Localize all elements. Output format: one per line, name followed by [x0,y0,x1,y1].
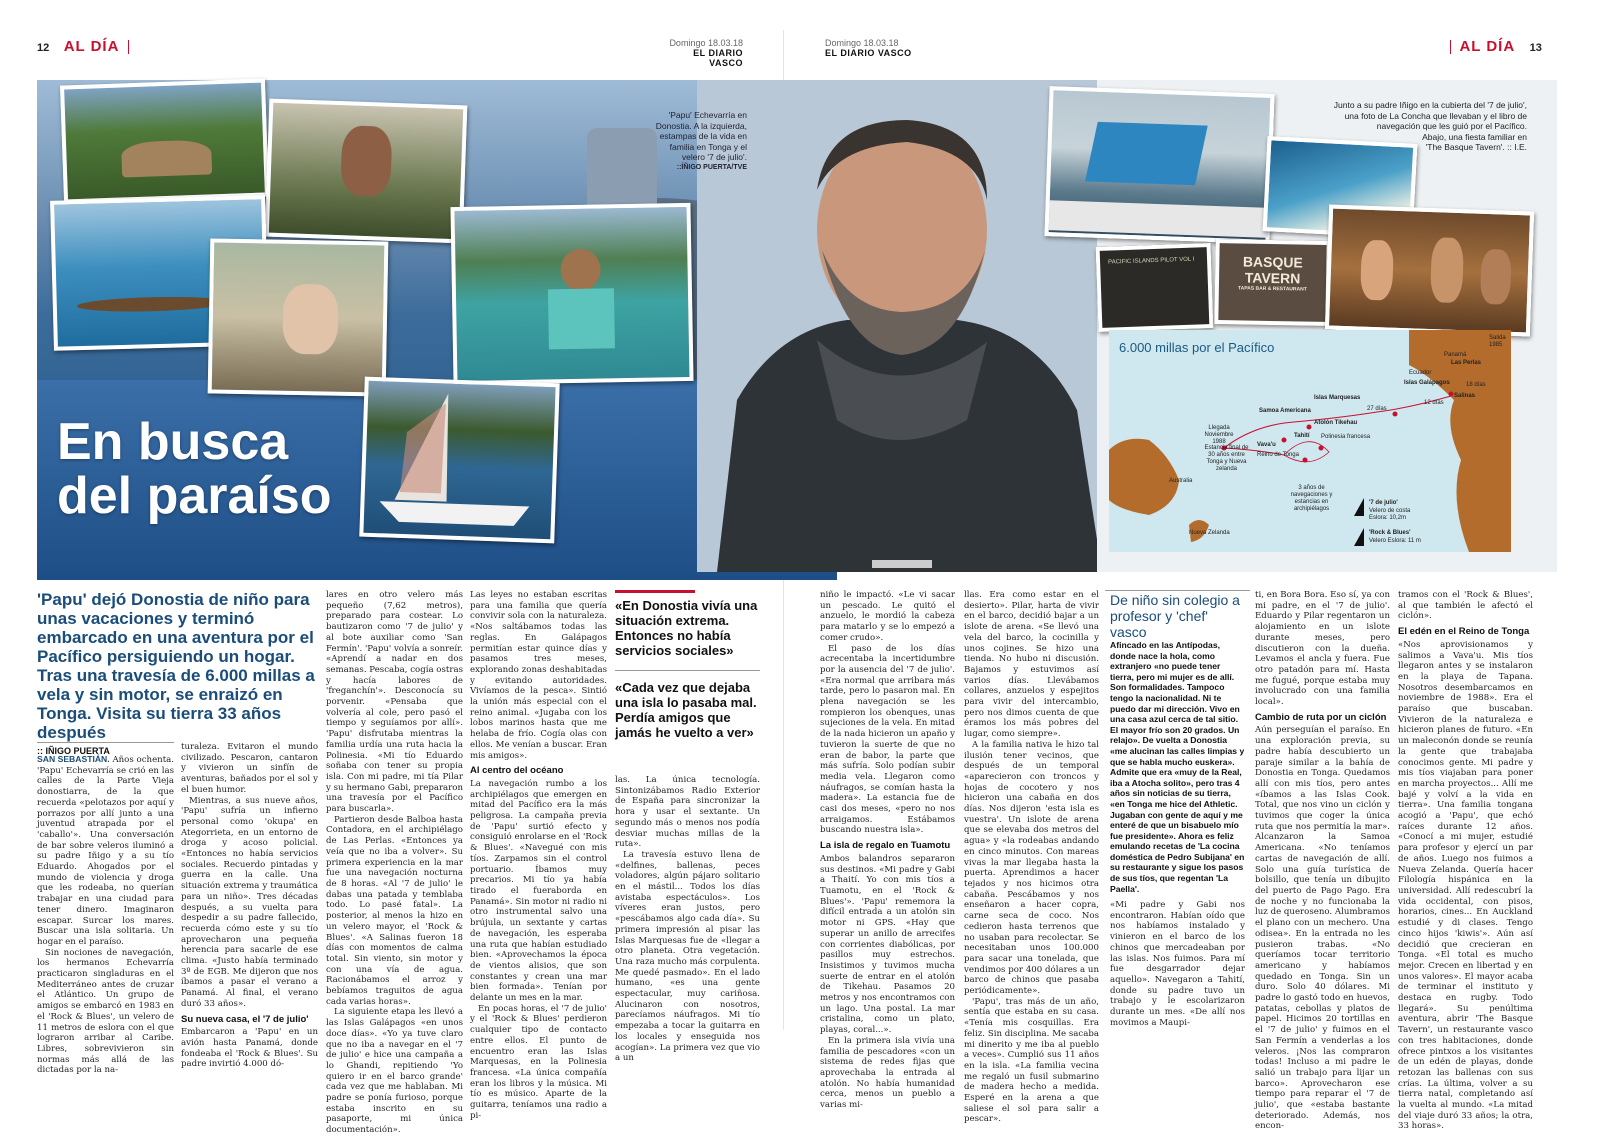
map-legend-boat1-spec: Velero de costa Eslora: 10,2m [1369,508,1411,521]
section-divider-right [1450,40,1451,54]
subheading: El edén en el Reino de Tonga [1398,626,1530,638]
paragraph: Embarcaron a 'Papu' en un avión hasta Panamá, donde fondeaba el 'Rock & Blues'. Su padre invirtió 4.000 dó- [181,1027,318,1070]
map-label-18-dias: 18 días [1466,382,1486,388]
article-column-7 [964,590,1099,1125]
photo-tavern-sign [1214,239,1330,326]
hero-photo-spread [37,80,1550,572]
route-map [1109,330,1511,552]
article-column-3 [326,590,464,1136]
headline-line1: En busca [57,413,289,471]
photo-boat-deck [1044,86,1274,244]
photo-boy-rowing [450,203,693,385]
paragraph: El paso de los días acrecentaba la incertidumbre por la ausencia del '7 de julio'. «Era normal que arribara más tarde, pero lo pasaron mal. En plena navegación se les rompieron los obenques, unas sujeciones de la vela. En mitad de la nada hicieron un apaño y tuvieron la suerte de que no eran de babor, la parte que más sufría. Solo podían subir media vela. Llegaron como náufragos, se comían hasta la madera». La estancia fue de casi dos meses, «pero no nos arraigamos. Estábamos buscando nuestra isla». [820,643,955,836]
left-dateline [663,38,743,68]
tavern-sign-sub: TAPAS BAR & RESTAURANT [1237,285,1307,293]
paragraph: las. La única tecnología. Sintonizábamos Radio Exterior de España para sincronizar la hora y usar el sextante. Un segundo más o menos nos podía desviar muchas millas de la ruta». [615,775,760,850]
photo-hut-in-jungle [60,78,269,203]
caption-right-line: una foto de La Concha que llevaban y el libro de [1344,110,1527,121]
caption-right-line: Abajo, una fiesta familiar en [1422,131,1527,142]
box-rule [1105,590,1250,591]
dateline: SAN SEBASTIÁN. [37,754,110,764]
section-label-right: AL DÍA [1459,38,1516,55]
paragraph: ti, en Bora Bora. Eso sí, ya con mi padre, en el '7 de julio'. Eduardo y Pilar regentaron un alojamiento en un islote durante meses, pero discutieron con la dueña. Levamos el ancla y fuera. Fue otro patadón para mí. Hasta me fugué, porque estaba muy involucrado con una familia local». [1255,590,1390,708]
map-label-marquesas: Islas Marquesas [1314,395,1361,401]
date-right: Domingo 18.03.18 [825,38,899,48]
portrait-illustration [697,80,1107,572]
paper-name-right: EL DIARIO VASCO [825,48,912,58]
map-label-27-dias: 27 días [1367,406,1387,412]
map-label-australia: Australia [1169,478,1193,484]
map-legend-boat2-spec: Velero Eslora: 11 m [1369,538,1421,544]
caption-left-credit: ::ÍÑIGO PUERTA/TVE [676,163,747,171]
article-lead: 'Papu' dejó Donostia de niño para unas vacaciones y terminó embarcado en una aventura por el Pacífico persiguiendo un hogar. Tras una travesía de 6.000 millas a vela y sin motor, se enraizó en Tonga. Visita su tierra 33 años después [37,590,315,742]
left-page-header [37,38,129,58]
paragraph: Las leyes no estaban escritas para una familia que quería convivir sola con la naturaleza. «Nos saltábamos todas las reglas. En Galápagos permitían estar quince días y pasamos tres meses, explorando zonas deshabitadas y evitando autoridades. Vivíamos de la pesca». Sintió la unión más especial con el reino animal. «Jugaba con los lobos marinos hasta que me helaba de frío. Cogía olas con ellos. Me venían a buscar. Eran mis amigos». [470,590,607,761]
map-label-3-anos: 3 años de navegaciones y estancias en archipiélagos [1290,485,1333,512]
paragraph: En pocas horas, el '7 de julio' y el 'Rock & Blues' perdieron cualquier tipo de contacto entre ellos. El punto de encuentro eran las Islas Marquesas, en la Polinesia francesa. «La única compañía eran los libros y la música. Mi tío es músico. Aparte de la guitarra, teníamos una radio a pi- [470,1003,607,1121]
map-label-12-dias: 12 días [1424,400,1444,406]
paragraph: La travesía estuvo llena de «delfines, ballenas, peces voladores, algún pájaro solitario en el mástil... Todos los días avistaba espectáculos». Los víveres eran justos, pero «pescábamos algo cada día». Su primera impresión al pisar las Islas Marquesas fue de «llegar a otro planeta. Otra vegetación. Una raza mucho más corpulenta. Me quedé pasmado». En el lado humano, «es una gente espectacular, muy cariñosa. Alucinaron con nosotros, parecíamos náufragos. Mi tío empezaba a tocar la guitarra en los locales y enseguida nos acogían». La primera vez que vio a un [615,849,760,1064]
paragraph: En la primera isla vivía una familia de pescadores «con un sistema de redes fijas que aprovechaba la entrada al atolón. No había humanidad cerca, menos un pueblo a varias mi- [820,1035,955,1111]
section-label-left: AL DÍA [63,38,120,55]
paragraph: turaleza. Evitaron el mundo civilizado. Pescaron, cantaron y vivieron un sinfín de aventuras, bañados por el sol y el buen humor. [181,742,318,795]
sidebar-box-text: Afincado en las Antípodas, donde nace la hola, como extranjero «no puede tener tierra, pero mi mujer es de allí. Son formalidades. Tampoco tengo la nacionalidad. Ni te puedo dar mi dirección. Vivo en una casa azul cerca de tal sitio. El mayor frío son 20 grados. Un relajo». De vuelta a Donostia «me alucinan las calles limpias y que se habla mucho euskera». Admite que era «muy de la Real, iba a Atocha solito», pero tras 4 años sin noticias de su tierra, «en Tonga me hice del Athletic. Jugaban con gente de aquí y me enteré de que un bisabuelo mío fue presidente». Ahora es feliz emulando recetas de 'La cocina doméstica de Pedro Subijana' en su restaurante y sigue los pasos de sus tíos, que regentan 'La Paella'. [1110,640,1245,894]
photo-sailboat [359,377,559,544]
photo-woman-with-plants [208,238,389,396]
map-label-reino-tonga: Reino de Tonga [1257,452,1299,458]
paragraph: Aún perseguían el paraíso. En una exploración previa, su padre había descubierto un paraje similar a la bahía de Donostia en Tonga. Quedamos allí con mis tíos, pero antes «íbamos a las Islas Cook. Total, que nos vino un ciclón y tuvimos que coger la única ruta que nos permitía la mar». Alcanzaron la Samoa Americana. «No teníamos cartas de navegación de allí. Solo una guía turística de bolsillo, que tenía un dibujito del puerto de Pago Pago. Era de noche y no funcionaba la luz de queroseno. Alumbramos el plano con un mechero. Una odisea». En la entrada no les pusieron trabas. «No queríamos tocar territorio americano y habíamos quedado en Tonga. Sin un duro. Solo 40 dólares. Mi padre lo gastó todo en huevos, patatas, cebollas y platos de papel. Hicimos 20 tortillas en el '7 de julio' y fuimos en el San Fermín a venderlas a los veleros. ¡Nos las compraron todas! Incluso a mi padre le salió un trabajo para lijar un barco». Aprovecharon ese tiempo para reparar el '7 de julio', que «estaba bastante deteriorado. Además, nos encon- [1255,725,1390,1132]
article-column-2 [181,742,318,1070]
caption-left [647,110,747,173]
sailboat-icon [363,381,558,543]
paragraph: «Nos aprovisionamos y salimos a Vava'u. Mis tíos llegaron antes y se instalaron en la playa de Tapana. Nosotros desembarcamos en noviembre de 1988». Era el paraíso que buscaban. Vivieron de la naturaleza e hicieron planes de futuro. «En un maleconón donde se reunía la gente que trabajaba conocimos gente. Mi padre y mis tíos viajaban para poner en marcha proyectos... Allí me bajé y volví a la vida en tierra». Una familia tongana acogió a 'Papu', que echó raíces durante 12 años. «Conocí a mi mujer, estudié para profesor y ejercí un par de años. Luego nos fuimos a Nueva Zelanda. Quería hacer Filología hispánica en la universidad. Allí redescubrí la vida occidental, con pisos, horarios, cines... En Auckland estudié y di clases. Tengo cinco hijos 'kiwis'». Aún así decidió que crecieran en Tonga. «El total es mucho mejor. Crecen en libertad y en unos valores». El mayor acaba de terminar el instituto y destaca en rugby. Todo llegará». Su penúltima aventura, abrir 'The Basque Tavern', un restaurante vasco con tres habitaciones, donde ofrece pintxos a los visitantes de un edén de playas, donde retozan las ballenas con sus crías. La última, volver a su tierra natal, completando así la vuelta al mundo. «La mitad del viaje duró 33 años; la otra, 33 horas». [1398,639,1533,1132]
paper-name-left: EL DIARIO VASCO [693,48,743,68]
paragraph: Mientras, a sus nueve años, 'Papu' sufría un infierno personal como 'okupa' en Ategorrieta, en un entorno de droga y acoso policial. «Entonces no había servicios sociales. Recuerdo pintadas y guerra en la calle. Una situación extrema y traumática para un niño». Tres décadas después, a su vuelta para despedir a su padre fallecido, recuerda cómo este y su tío aprovecharon una pequeña herencia para sacarle de ese clima. «Justo había terminado 3º de EGB. Me dijeron que nos íbamos a pasar el verano a Panamá. Al final, el verano duró 33 años». [181,795,318,1009]
pull-quote-2: «Cada vez que dejaba una isla lo pasaba mal. Perdía amigos que jamás he vuelto a ver» [615,680,757,740]
right-dateline [825,38,925,58]
map-label-polinesia: Polinesia francesa [1321,434,1371,440]
map-label-estancia: Estancia final de 30 años entre Tonga y Nueva zelanda [1204,445,1249,472]
paragraph: llas. Era como estar en el desierto». Pilar, harta de vivir en el barco, decidió bajar a un islote de arena. «Se llevó una vela del barco, la cocinilla y unos cojines. Se hizo una tienda. No hubo ni discusión. Bajamos y estuvimos así varios días. Llevábamos collares, anzuelos y espejitos para vivir del intercambio, pero nos dimos cuenta de que éramos los más pobres del lugar, como siempre». [964,590,1099,740]
quote-rule-2 [615,670,760,671]
tavern-sign-text: BASQUE TAVERN [1242,253,1303,287]
portrait-papu [697,80,1107,572]
article-column-1 [37,754,175,1076]
caption-left-line: 'Papu' Echevarría en [668,110,747,120]
caption-right [1287,100,1527,153]
map-label-vavau: Vava'u [1257,442,1276,448]
paragraph: Ambos balandros separaron sus destinos. «Mi padre y Gabi a Thaití. Yo con mis tíos a Tuamotu, en el 'Rock & Blues'». 'Papu' rememora la difícil entrada a un atolón sin motor ni GPS. «Hay que superar un anillo de arrecifes con corrientes diabólicas, por pasillos muy estrechos. Insistimos y tuvimos mucha suerte de entrar en el atolón de Tikehau. Pasamos 20 metros y nos encontramos con un lago. Una postal. La mar cristalina, como un plato, playas, coral...». [820,853,955,1036]
sidebar-box-title: De niño sin colegio a profesor y 'chef' vasco [1110,592,1240,640]
map-label-nz: Nueva Zelanda [1189,530,1230,536]
subheading: La isla de regalo en Tuamotu [820,840,951,852]
map-label-perlas: Las Perlas [1451,360,1482,366]
page-number-left: 12 [37,42,50,54]
paragraph: lares en otro velero más pequeño (7,62 metros), preparado para costear. Lo bautizaron como '7 de julio' y al bote auxiliar como 'San Fermín'. 'Papu' volvía a sonreír. «Aprendí a nadar en dos semanas. Pescaba, cogía ostras y hacía labores de 'freganchín'». Desconocía su porvenir. «Pensaba que volvería al cole, pero pasó el tiempo y seguíamos por allí». 'Papu' disfrutaba mientras la familia urdía una ruta hacia la Polinesia. «Mi tío Eduardo soñaba con tener su propia isla. Con mi padre, mi tía Pilar y su hermano Gabi, prepararon una travesía por el Pacífico para buscarla». [326,590,464,815]
subheading: Su nueva casa, el '7 de julio' [181,1013,309,1025]
paragraph: niño le impactó. «Le vi sacar un pescado. Le quitó el anzuelo, le mordió la cabeza para matarlo y se lo empezó a comer crudo». [820,590,955,643]
map-label-samoa: Samoa Americana [1259,408,1311,414]
caption-right-line: Junto a su padre Iñigo en la cubierta del '7 de julio', [1333,100,1527,110]
paragraph: La navegación rumbo a los archipiélagos que emergen en mitad del Pacífico era la más peligrosa. La campaña previa de 'Papu' surtió efecto y consiguió enrolarse en el 'Rock & Blues'. «Navegué con mis tíos. Zarpamos sin el control portuario. Íbamos muy precarios. Mi tío ya había tirado el fueraborda en Panamá». Sin motor ni radio ni otro instrumental salvo una brújula, un sextante y cartas de navegación, les esperaba una ruta que habían estudiado bien. «Aprovechamos la época de vientos alisios, que son constantes y crean una mar bien formada». Tenían por delante un mes en la mar. [470,778,607,1004]
map-title: 6.000 millas por el Pacífico [1119,340,1275,355]
map-label-salinas: Salinas [1454,393,1476,399]
map-label-galapagos: Islas Galápagos [1404,380,1450,386]
photo-pilot-book [1096,243,1214,332]
paragraph: Partieron desde Balboa hasta Contadora, en el archipiélago de Las Perlas. «Entonces ya veía que no iba a volver». Su primera experiencia en la mar fue una navegación nocturna de 8 horas. «Al '7 de julio' le dabas una patada y temblaba todo. Lo pasé fatal». La posterior, al menos la hizo en un velero mayor, el 'Rock & Blues'. «A Salinas fueron 18 días con momentos de calma total. Sin viento, sin motor y con una vía de agua. Racionábamos el arroz y bebíamos traguitos de agua cada varias horas». [326,814,463,1007]
caption-right-line: 'The Basque Tavern'. :: I.E. [1425,142,1527,152]
headline [57,415,332,523]
caption-left-line: Donostia. A la izquierda, [655,120,747,131]
paragraph: A la familia nativa le hizo tal ilusión tener vecinos, que después de un temporal «aparecieron con troncos y hojas de cocotero y nos hicieron una cabaña en dos días. Nos dijeron 'esta isla es vuestra'. Un islote de arena que se elevaba dos metros del agua» y «la rodeabas andando en cinco minutos. Con mareas vivas la mar llegaba hasta la puerta. Aprendimos a hacer tejados y nos hicimos otra cabaña. Pescábamos y nos enseñaron a hacer copra, carne seca de coco. Nos cedieron hasta terrenos que no usaban para recolectar. Se necesitaban unos 100.000 para sacar una tonelada, que vendimos por 400 dólares a un barco de chinos que pasaba periódicamente». [964,739,1099,997]
map-label-ecuador: Ecuador [1409,370,1432,376]
caption-left-line: estampas de la vida en [659,131,747,141]
map-legend-boat2: 'Rock & Blues' [1369,530,1411,536]
caption-left-line: familia en Tonga y el [669,141,747,152]
map-label-llegada: Llegada Noviembre 1988 [1204,425,1234,445]
article-column-9 [1398,590,1533,1132]
subheading: Al centro del océano [470,765,564,777]
date-left: Domingo 18.03.18 [669,38,743,48]
headline-line2: del paraíso [57,467,332,525]
subheading: Cambio de ruta por un ciclón [1255,711,1387,723]
sidebar-box-text-continued: «Mi padre y Gabi nos encontraron. Habían oído que nos habíamos instalado y vinieron en el barco de los chinos que mercadeaban por las islas. Nos fuimos. Para mí fue desgarrador dejar aquello». Navegaron a Tahití, donde su padre tuvo un trabajo y le escolarizaron durante un mes. «De allí nos movimos a Maupi- [1110,900,1245,1028]
paragraph: Sin nociones de navegación, los hermanos Echevarría practicaron singladuras en el Mediterráneo antes de cruzar el Atlántico. Un grupo de amigos se embarcó en 1983 en el 'Rock & Blues', un velero de 11 metros de eslora con el que lograron arribar al Caribe. Libres, sobrevivieron sin normas más allá de las dictadas por la na- [37,947,174,1076]
page-number-right: 13 [1529,42,1542,54]
article-column-8 [1255,590,1390,1132]
caption-right-line: navegación que les guió por el Pacífico. [1376,121,1527,131]
paragraph: tramos con el 'Rock & Blues', al que también le afectó el ciclón». [1398,590,1533,622]
quote-rule-1 [615,590,695,593]
paragraph: 'Papu', tras más de un año, sentía que estaba en su casa. «Tenía mis cosquillas. Era feliz. Sin disciplina. Me sacaba mi dinerito y me iba al pueblo a veces». Cumplió sus 11 años en la isla. «La familia vecina me regaló un fusil submarino de madera hecho a medida. Esperé en la arena a que saliese el sol para salir a pescar». [964,996,1099,1125]
article-column-5 [615,775,760,1064]
section-divider-left [128,40,129,54]
map-label-tahiti: Tahití [1294,433,1310,439]
byline: :: IÑIGO PUERTA [37,742,174,756]
pull-quote-1: «En Donostia vivía una situación extrema. Entonces no había servicios sociales» [615,598,758,658]
photo-man-weaving [265,99,468,244]
paragraph: La siguiente etapa les llevó a las Islas Galápagos «en unos doce días». «Yo ya tuve claro que no iba a navegar en el '7 de julio' e hice una campaña a lo Ghandi, repitiendo 'Yo quiero ir en el barco grande' cada vez que me hablaban. Mi padre se ponía furioso, porque estaba inscrito en su pasaporte, mi única documentación». [326,1007,463,1136]
map-label-tikehau: Atolón Tikehau [1314,420,1358,426]
caption-left-line: velero '7 de julio'. [681,152,747,162]
map-label-salida: Salida 1985 [1489,335,1506,348]
book-title: PACIFIC ISLANDS PILOT VOL I [1107,256,1195,266]
map-legend-boat1: '7 de julio' [1369,500,1398,506]
paragraph: Años ochenta. 'Papu' Echevarría se crió en las calles de la Parte Vieja donostiarra, de la que recuerda «pelotazos por aquí y porrazos por allí junto a una juventud atrapada por el 'caballo'». Una conversación de bar sobre veleros iluminó a su padre Iñigo y a su tío Eduardo. Ahogados por el mundo de violencia y droga que les rodeaba, no querían trabajar en una ciudad para tener dinero. Imaginaron escapar. Surcar los mares. Buscar una isla solitaria. Un hogar en el paraíso. [37,755,175,947]
article-column-6 [820,590,955,1111]
right-page-header [1450,38,1542,58]
photo-tavern-party [1325,204,1534,336]
map-label-panama: Panamá [1444,352,1467,358]
article-column-4 [470,590,607,1121]
